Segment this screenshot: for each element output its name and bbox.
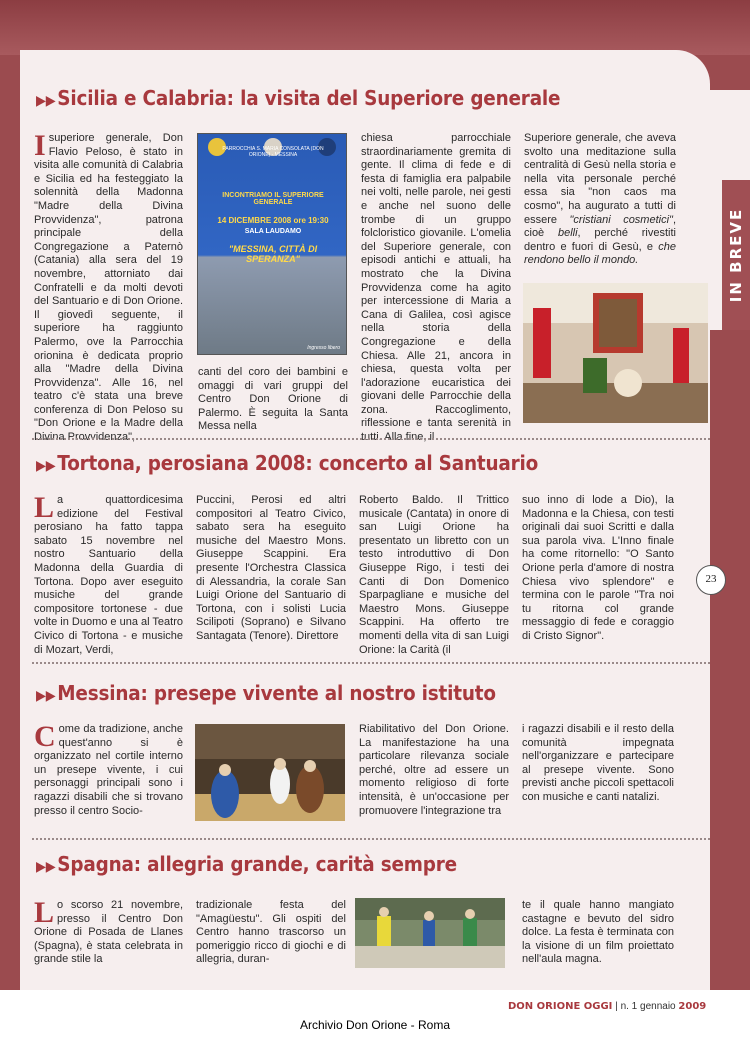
dropcap: I [34,129,46,162]
festival-photo [355,898,505,968]
article-4-col-1: Lo scorso 21 novembre, presso il Centro Don Orione di Posada de Llanes (Spagna), è stata celebrata in grande stile la [34,896,183,966]
arrow-icon: ▶▶ [36,458,56,474]
article-2-col-4: suo inno di lode a Dio), la Madonna e la Chiesa, con testi originali dai suoi Scritti e dalla sua parola viva. L'Inno finale ha come ritornello: "O Santo Orione perla d'amore di nostra Chiesa vivo splendore" e termina con le parole "Tra noi tu ritorna col grande messaggio di fede e coraggio di Cristo Signor". [522,494,674,642]
section-divider [32,838,710,840]
article-3-col-3: Riabilitativo del Don Orione. La manifestazione ha una particolare rilevanza sociale perché, oltre ad essere un momento religioso di forte intensità, è un'occasione per promuovere l'integrazione tra [359,723,509,817]
article-2-title: ▶▶Tortona, perosiana 2008: concerto al Santuario [36,451,539,475]
article-3-col-4: i ragazzi disabili e il resto della comunità impegnata nell'organizzare e partecipare al presepe vivente. Sono previsti anche piccoli spettacoli con musiche e canti natalizi. [522,723,674,803]
arrow-icon: ▶▶ [36,859,56,875]
article-4-title: ▶▶Spagna: allegria grande, carità sempre [36,852,457,876]
article-4-col-2: tradizionale festa del "Amagüestu". Gli ospiti del Centro hanno trascorso un pomeriggio ricco di giochi e di allegria, duran- [196,899,346,966]
page-number: 23 [696,565,726,595]
poster-line-4: "MESSINA, CITTÀ DI SPERANZA" [228,244,318,264]
poster-line-3: SALA LAUDAMO [244,228,302,235]
arrow-icon: ▶▶ [36,93,56,109]
article-4-col-4: te il quale hanno mangiato castagne e bevuto del sidro dolce. La festa è terminata con la visione di un film proiettato nell'aula magna. [522,899,674,966]
article-3-col-1: Come da tradizione, anche quest'anno si è organizzato nel cortile interno un presepe vivente, i cui personaggi principali sono i ragazzi disabili che si trovano presso il centro Socio- [34,720,183,817]
issue-label: n. 1 gennaio [620,1001,676,1012]
article-2-col-2: Puccini, Perosi ed altri compositori al Teatro Civico, sabato sera ha eseguito musiche del Maestro Mons. Giuseppe Scappini. Era presente l'Orchestra Classica di Alessandria, la corale San Luigi Orione del Santuario di Tortona, con i solisti Lucia Scilipoti (Soprano) e Silvano Santagata (Tenore). Direttore [196,494,346,642]
dropcap: C [34,720,56,753]
magazine-footer: DON ORIONE OGGI | n. 1 gennaio 2009 [508,1001,707,1012]
section-divider [32,662,710,664]
archive-label: Archivio Don Orione - Roma [299,1018,451,1032]
side-tab [722,180,750,330]
poster-line-1: INCONTRIAMO IL SUPERIORE GENERALE [222,192,324,206]
poster-line-2: 14 DICEMBRE 2008 ore 19:30 [217,216,329,225]
article-2-col-3: Roberto Baldo. Il Trittico musicale (Cantata) in onore di san Luigi Orione ha presentato un libretto con un testo introduttivo di Don Giuseppe Rigo, i testi dei Canti di Don Domenico Sparpagliane e musiche del Maestro Mons. Giuseppe Scappini. Ha offerto tre momenti della vita di san Luigi Orione: la Carità (il [359,494,509,656]
issue-year: 2009 [678,1001,707,1012]
dropcap: L [34,491,55,524]
article-1-title: ▶▶Sicilia e Calabria: la visita del Superiore generale [36,86,561,110]
poster-header: PARROCCHIA S. MARIA CONSOLATA (DON ORIONE) - MESSINA [222,146,324,158]
dropcap: L [34,896,55,929]
article-1-col-4: Superiore generale, che aveva svolto una meditazione sulla centralità di Gesù nella storia e nella vita personale perché essa sia "non caos ma cosmo", ha augurato a tutti di essere "cristiani cosmetici", cioè belli, perché rivestiti dentro e fuori di Gesù, e che rendono bello il mondo. [524,132,677,267]
top-band [0,0,750,55]
article-1-col-3: chiesa parrocchiale straordinariamente gremita di gente. Il clima di fede e di festa di famiglia era palpabile nei volti, nelle parole, nei gesti e anche nel suono delle trombe di un gruppo folcloristico giovanile. L'omelia del Superiore generale, con episodi antichi e attuali, ha mostrato che la Divina Provvidenza come ha agito per intercessione di Maria a Cana di Galilea, così agisce nella storia della Congregazione e della Chiesa. Alle 21, ancora in chiesa, questa volta per l'adorazione eucaristica dei giovani delle Parrocchie della zona. Raccoglimento, riflessione e tanta serenità in tutti. Alla fine, il [361,132,511,444]
event-poster-image [197,133,347,355]
arrow-icon: ▶▶ [36,688,56,704]
nativity-scene-photo [195,724,345,821]
article-2-col-1: La quattordicesima edizione del Festival perosiano ha fatto tappa sabato 15 novembre nel nostro Santuario della Madonna della Guardia di Tortona. Dopo aver eseguito musiche del grande compositore tortonese - due volte in Duomo e una al Teatro Civico di Tortona - e musiche di Mozart, Verdi, [34,491,183,656]
section-divider [32,438,710,440]
article-3-title: ▶▶Messina: presepe vivente al nostro istituto [36,681,496,705]
church-celebration-photo [523,283,708,423]
article-1-col-1: I superiore generale, Don Flavio Peloso, è stato in visita alle comunità di Calabria e Sicilia ed ha festeggiato la solennità della Madonna "Madre della Divina Provvidenza", patrona principale della Congregazione a Paternò (Catania) alla sera del 19 novembre, attorniato dai Confratelli e da molti devoti del Santuario e di Don Orione. Il giovedì seguente, il superiore ha raggiunto Palermo, ove la Parrocchia orionina è dedicata proprio alla "Madre della Divina Provvidenza". Alle 16, nel teatro c'è stata una breve conferenza di Don Peloso su "Don Orione e la Madre della Divina Provvidenza", [34,129,183,444]
poster-credit: Ingresso libero [307,345,340,351]
magazine-name: DON ORIONE OGGI [508,1001,613,1012]
article-1-col-2: canti del coro dei bambini e omaggi di vari gruppi del Centro Don Orione di Palermo. È seguita la Santa Messa nella [198,366,348,433]
side-tab-label: IN BREVE [727,207,746,303]
